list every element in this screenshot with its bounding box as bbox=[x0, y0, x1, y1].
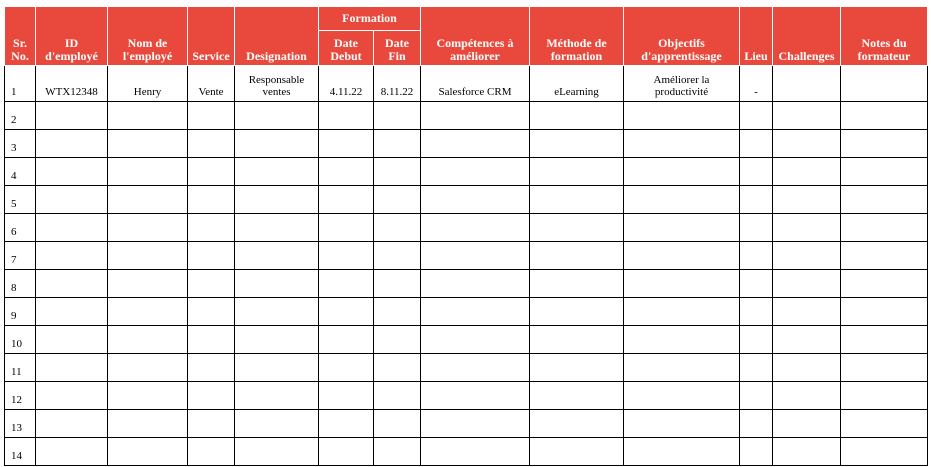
cell-name[interactable] bbox=[108, 410, 188, 438]
cell-competences[interactable] bbox=[421, 410, 530, 438]
cell-fin[interactable] bbox=[374, 186, 421, 214]
cell-service[interactable] bbox=[188, 130, 235, 158]
cell-service[interactable] bbox=[188, 354, 235, 382]
cell-fin[interactable] bbox=[374, 102, 421, 130]
cell-fin[interactable] bbox=[374, 326, 421, 354]
cell-methode[interactable] bbox=[530, 102, 624, 130]
cell-n[interactable]: 13 bbox=[5, 410, 36, 438]
cell-competences[interactable] bbox=[421, 130, 530, 158]
cell-designation[interactable] bbox=[235, 326, 319, 354]
cell-id[interactable] bbox=[36, 326, 108, 354]
cell-id[interactable] bbox=[36, 410, 108, 438]
cell-notes[interactable] bbox=[841, 158, 928, 186]
cell-service[interactable] bbox=[188, 326, 235, 354]
cell-id[interactable]: WTX12348 bbox=[36, 66, 108, 102]
cell-fin[interactable] bbox=[374, 130, 421, 158]
cell-fin[interactable] bbox=[374, 298, 421, 326]
cell-competences[interactable] bbox=[421, 186, 530, 214]
cell-challenges[interactable] bbox=[773, 326, 841, 354]
cell-competences[interactable] bbox=[421, 102, 530, 130]
cell-methode[interactable]: eLearning bbox=[530, 66, 624, 102]
cell-service[interactable] bbox=[188, 186, 235, 214]
training-plan-table bbox=[4, 6, 928, 466]
cell-notes[interactable] bbox=[841, 382, 928, 410]
cell-designation[interactable] bbox=[235, 158, 319, 186]
cell-name[interactable] bbox=[108, 102, 188, 130]
cell-fin[interactable] bbox=[374, 214, 421, 242]
table-row bbox=[5, 270, 928, 298]
cell-id[interactable] bbox=[36, 354, 108, 382]
cell-lieu[interactable] bbox=[740, 438, 773, 466]
table-row bbox=[5, 382, 928, 410]
cell-methode[interactable] bbox=[530, 382, 624, 410]
table-row bbox=[5, 158, 928, 186]
cell-competences[interactable] bbox=[421, 158, 530, 186]
cell-objectifs[interactable] bbox=[624, 130, 740, 158]
cell-objectifs[interactable] bbox=[624, 242, 740, 270]
cell-lieu[interactable] bbox=[740, 354, 773, 382]
cell-lieu[interactable] bbox=[740, 186, 773, 214]
table-row bbox=[5, 354, 928, 382]
cell-challenges[interactable] bbox=[773, 102, 841, 130]
cell-challenges[interactable] bbox=[773, 130, 841, 158]
header-competences: Compétences à améliorer bbox=[421, 7, 530, 66]
cell-designation[interactable] bbox=[235, 354, 319, 382]
cell-competences[interactable] bbox=[421, 438, 530, 466]
cell-n[interactable]: 7 bbox=[5, 242, 36, 270]
cell-notes[interactable] bbox=[841, 66, 928, 102]
cell-debut[interactable] bbox=[319, 102, 374, 130]
cell-debut[interactable] bbox=[319, 410, 374, 438]
cell-fin[interactable] bbox=[374, 158, 421, 186]
header-service: Service bbox=[188, 7, 235, 66]
cell-notes[interactable] bbox=[841, 270, 928, 298]
header-notes: Notes du formateur bbox=[841, 7, 928, 66]
cell-challenges[interactable] bbox=[773, 158, 841, 186]
cell-competences[interactable] bbox=[421, 326, 530, 354]
cell-methode[interactable] bbox=[530, 438, 624, 466]
cell-n[interactable]: 9 bbox=[5, 298, 36, 326]
cell-id[interactable] bbox=[36, 438, 108, 466]
cell-id[interactable] bbox=[36, 186, 108, 214]
cell-debut[interactable] bbox=[319, 270, 374, 298]
cell-id[interactable] bbox=[36, 130, 108, 158]
header-designation: Designation bbox=[235, 7, 319, 66]
cell-objectifs[interactable] bbox=[624, 102, 740, 130]
header-employee-id: ID d'employé bbox=[36, 7, 108, 66]
cell-designation[interactable] bbox=[235, 382, 319, 410]
cell-fin[interactable] bbox=[374, 438, 421, 466]
cell-debut[interactable] bbox=[319, 438, 374, 466]
cell-debut[interactable] bbox=[319, 214, 374, 242]
cell-n[interactable]: 1 bbox=[5, 66, 36, 102]
cell-challenges[interactable] bbox=[773, 382, 841, 410]
cell-name[interactable] bbox=[108, 438, 188, 466]
cell-methode[interactable] bbox=[530, 354, 624, 382]
cell-service[interactable] bbox=[188, 214, 235, 242]
cell-objectifs[interactable] bbox=[624, 438, 740, 466]
cell-service[interactable] bbox=[188, 242, 235, 270]
cell-id[interactable] bbox=[36, 102, 108, 130]
table-row bbox=[5, 186, 928, 214]
cell-lieu[interactable]: - bbox=[740, 66, 773, 102]
cell-service[interactable] bbox=[188, 158, 235, 186]
header-formation: Formation bbox=[319, 7, 421, 31]
cell-methode[interactable] bbox=[530, 130, 624, 158]
cell-challenges[interactable] bbox=[773, 270, 841, 298]
cell-notes[interactable] bbox=[841, 130, 928, 158]
cell-service[interactable] bbox=[188, 270, 235, 298]
cell-debut[interactable] bbox=[319, 158, 374, 186]
cell-n[interactable]: 14 bbox=[5, 438, 36, 466]
cell-competences[interactable] bbox=[421, 354, 530, 382]
cell-n[interactable]: 6 bbox=[5, 214, 36, 242]
cell-challenges[interactable] bbox=[773, 66, 841, 102]
header-challenges: Challenges bbox=[773, 7, 841, 66]
table-row bbox=[5, 326, 928, 354]
header-employee-name: Nom de l'employé bbox=[108, 7, 188, 66]
header-objectifs: Objectifs d'apprentissage bbox=[624, 7, 740, 66]
header-sr-no: Sr. No. bbox=[5, 7, 36, 66]
cell-debut[interactable] bbox=[319, 298, 374, 326]
cell-debut[interactable] bbox=[319, 326, 374, 354]
cell-notes[interactable] bbox=[841, 354, 928, 382]
cell-id[interactable] bbox=[36, 158, 108, 186]
cell-debut[interactable] bbox=[319, 354, 374, 382]
cell-notes[interactable] bbox=[841, 186, 928, 214]
cell-name[interactable] bbox=[108, 270, 188, 298]
cell-name[interactable] bbox=[108, 186, 188, 214]
cell-notes[interactable] bbox=[841, 298, 928, 326]
cell-notes[interactable] bbox=[841, 410, 928, 438]
cell-id[interactable] bbox=[36, 214, 108, 242]
cell-lieu[interactable] bbox=[740, 102, 773, 130]
cell-designation[interactable] bbox=[235, 130, 319, 158]
cell-challenges[interactable] bbox=[773, 242, 841, 270]
cell-challenges[interactable] bbox=[773, 214, 841, 242]
cell-name[interactable] bbox=[108, 158, 188, 186]
cell-fin[interactable] bbox=[374, 410, 421, 438]
cell-methode[interactable] bbox=[530, 326, 624, 354]
cell-id[interactable] bbox=[36, 298, 108, 326]
cell-name[interactable] bbox=[108, 382, 188, 410]
cell-designation[interactable] bbox=[235, 186, 319, 214]
cell-id[interactable] bbox=[36, 242, 108, 270]
cell-challenges[interactable] bbox=[773, 410, 841, 438]
cell-service[interactable] bbox=[188, 410, 235, 438]
cell-objectifs[interactable] bbox=[624, 298, 740, 326]
cell-name[interactable] bbox=[108, 326, 188, 354]
cell-fin[interactable] bbox=[374, 354, 421, 382]
cell-objectifs[interactable] bbox=[624, 382, 740, 410]
cell-debut[interactable] bbox=[319, 130, 374, 158]
cell-designation[interactable] bbox=[235, 270, 319, 298]
cell-fin[interactable] bbox=[374, 382, 421, 410]
cell-designation[interactable] bbox=[235, 410, 319, 438]
cell-methode[interactable] bbox=[530, 158, 624, 186]
cell-fin[interactable]: 8.11.22 bbox=[374, 66, 421, 102]
cell-challenges[interactable] bbox=[773, 298, 841, 326]
table-row bbox=[5, 214, 928, 242]
cell-n[interactable]: 5 bbox=[5, 186, 36, 214]
cell-methode[interactable] bbox=[530, 214, 624, 242]
cell-methode[interactable] bbox=[530, 242, 624, 270]
cell-debut[interactable] bbox=[319, 242, 374, 270]
table-row bbox=[5, 298, 928, 326]
cell-service[interactable]: Vente bbox=[188, 66, 235, 102]
cell-notes[interactable] bbox=[841, 242, 928, 270]
cell-id[interactable] bbox=[36, 270, 108, 298]
header-date-fin: Date Fin bbox=[374, 31, 421, 66]
cell-n[interactable]: 4 bbox=[5, 158, 36, 186]
cell-objectifs[interactable] bbox=[624, 410, 740, 438]
cell-objectifs[interactable]: Améliorer la productivité bbox=[624, 66, 740, 102]
cell-objectifs[interactable] bbox=[624, 158, 740, 186]
cell-name[interactable] bbox=[108, 214, 188, 242]
cell-name[interactable] bbox=[108, 298, 188, 326]
table-row bbox=[5, 66, 928, 102]
cell-fin[interactable] bbox=[374, 270, 421, 298]
table-row bbox=[5, 410, 928, 438]
cell-methode[interactable] bbox=[530, 410, 624, 438]
cell-lieu[interactable] bbox=[740, 326, 773, 354]
header-methode: Méthode de formation bbox=[530, 7, 624, 66]
cell-name[interactable] bbox=[108, 130, 188, 158]
cell-competences[interactable]: Salesforce CRM bbox=[421, 66, 530, 102]
table-row bbox=[5, 130, 928, 158]
cell-n[interactable]: 8 bbox=[5, 270, 36, 298]
cell-service[interactable] bbox=[188, 102, 235, 130]
cell-methode[interactable] bbox=[530, 270, 624, 298]
cell-notes[interactable] bbox=[841, 102, 928, 130]
cell-objectifs[interactable] bbox=[624, 214, 740, 242]
cell-lieu[interactable] bbox=[740, 270, 773, 298]
cell-n[interactable]: 2 bbox=[5, 102, 36, 130]
cell-competences[interactable] bbox=[421, 242, 530, 270]
cell-debut[interactable]: 4.11.22 bbox=[319, 66, 374, 102]
cell-competences[interactable] bbox=[421, 298, 530, 326]
cell-lieu[interactable] bbox=[740, 298, 773, 326]
cell-lieu[interactable] bbox=[740, 382, 773, 410]
header-lieu: Lieu bbox=[740, 7, 773, 66]
table-row bbox=[5, 242, 928, 270]
table-row bbox=[5, 102, 928, 130]
cell-competences[interactable] bbox=[421, 214, 530, 242]
cell-lieu[interactable] bbox=[740, 410, 773, 438]
cell-n[interactable]: 3 bbox=[5, 130, 36, 158]
cell-lieu[interactable] bbox=[740, 214, 773, 242]
table-body bbox=[5, 66, 928, 466]
cell-challenges[interactable] bbox=[773, 186, 841, 214]
cell-n[interactable]: 12 bbox=[5, 382, 36, 410]
cell-name[interactable] bbox=[108, 354, 188, 382]
cell-designation[interactable] bbox=[235, 298, 319, 326]
cell-designation[interactable] bbox=[235, 242, 319, 270]
cell-name[interactable] bbox=[108, 242, 188, 270]
cell-service[interactable] bbox=[188, 298, 235, 326]
cell-notes[interactable] bbox=[841, 326, 928, 354]
header-date-debut: Date Debut bbox=[319, 31, 374, 66]
table-row bbox=[5, 438, 928, 466]
cell-methode[interactable] bbox=[530, 298, 624, 326]
cell-notes[interactable] bbox=[841, 438, 928, 466]
cell-lieu[interactable] bbox=[740, 158, 773, 186]
cell-name[interactable]: Henry bbox=[108, 66, 188, 102]
cell-objectifs[interactable] bbox=[624, 354, 740, 382]
cell-id[interactable] bbox=[36, 382, 108, 410]
cell-objectifs[interactable] bbox=[624, 326, 740, 354]
cell-competences[interactable] bbox=[421, 382, 530, 410]
cell-debut[interactable] bbox=[319, 186, 374, 214]
cell-notes[interactable] bbox=[841, 214, 928, 242]
cell-designation[interactable]: Responsable ventes bbox=[235, 66, 319, 102]
cell-n[interactable]: 11 bbox=[5, 354, 36, 382]
cell-methode[interactable] bbox=[530, 186, 624, 214]
cell-objectifs[interactable] bbox=[624, 270, 740, 298]
cell-objectifs[interactable] bbox=[624, 186, 740, 214]
cell-designation[interactable] bbox=[235, 438, 319, 466]
cell-lieu[interactable] bbox=[740, 242, 773, 270]
cell-n[interactable]: 10 bbox=[5, 326, 36, 354]
cell-debut[interactable] bbox=[319, 382, 374, 410]
cell-designation[interactable] bbox=[235, 102, 319, 130]
cell-competences[interactable] bbox=[421, 270, 530, 298]
cell-challenges[interactable] bbox=[773, 438, 841, 466]
cell-service[interactable] bbox=[188, 382, 235, 410]
cell-designation[interactable] bbox=[235, 214, 319, 242]
cell-lieu[interactable] bbox=[740, 130, 773, 158]
cell-fin[interactable] bbox=[374, 242, 421, 270]
cell-challenges[interactable] bbox=[773, 354, 841, 382]
cell-service[interactable] bbox=[188, 438, 235, 466]
